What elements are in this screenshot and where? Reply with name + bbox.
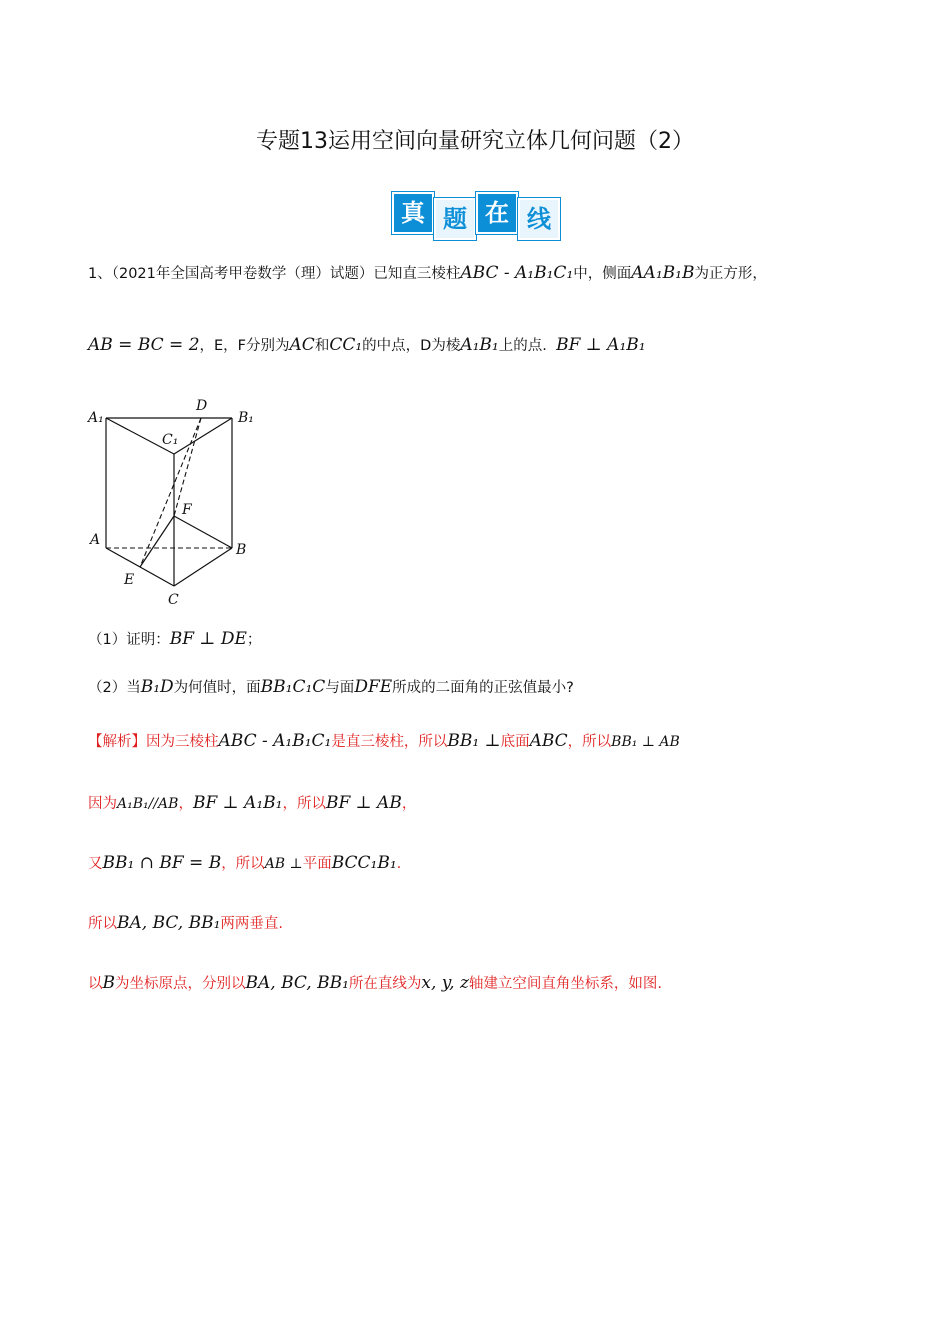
math-ab-bc: AB = BC = 2 bbox=[88, 335, 200, 355]
math: BB₁ ⊥ AB bbox=[611, 734, 680, 750]
label-b: B bbox=[236, 542, 247, 558]
math: AB ⊥ bbox=[264, 856, 303, 872]
question-line-1 bbox=[88, 262, 767, 283]
math: BCC₁B₁ bbox=[331, 853, 397, 873]
text: 所在直线为 bbox=[348, 976, 422, 992]
question-source: （2021年全国高考甲卷数学（理）试题）已知直三棱柱 bbox=[111, 266, 461, 282]
text: ，所以 bbox=[282, 796, 326, 812]
text: ， bbox=[178, 796, 193, 812]
math: A₁B₁//AB bbox=[117, 796, 179, 812]
math: BF ⊥ A₁B₁ bbox=[556, 335, 646, 355]
text: 因为 bbox=[88, 796, 117, 812]
math: A₁B₁ bbox=[460, 335, 499, 355]
math: B bbox=[102, 973, 115, 993]
segment-ef bbox=[140, 516, 174, 567]
label-a: A bbox=[90, 532, 101, 548]
label-e: E bbox=[124, 572, 135, 588]
text: 平面 bbox=[302, 856, 332, 872]
math: BB₁C₁C bbox=[260, 677, 326, 697]
math: BA, BC, BB₁ bbox=[245, 973, 349, 993]
question-line-2 bbox=[88, 334, 646, 355]
text: 为何值时，面 bbox=[173, 680, 261, 696]
page-title: 专题13运用空间向量研究立体几何问题（2） bbox=[256, 129, 694, 154]
banner-char-4: 线 bbox=[518, 198, 560, 240]
text: 又 bbox=[88, 856, 103, 872]
text: 为坐标原点，分别以 bbox=[115, 976, 246, 992]
text: 底面 bbox=[500, 734, 530, 750]
math: BF ⊥ DE bbox=[169, 629, 247, 649]
math-prism: ABC - A₁B₁C₁ bbox=[460, 263, 574, 283]
math: ABC - A₁B₁C₁ bbox=[218, 731, 332, 751]
solution-line-1 bbox=[88, 730, 680, 751]
math: BF ⊥ A₁B₁ bbox=[192, 793, 283, 813]
math: DFE bbox=[354, 677, 393, 697]
question-number: 1、 bbox=[88, 266, 112, 282]
edge-b1c1 bbox=[174, 418, 232, 454]
part-1 bbox=[88, 628, 261, 649]
text: 与面 bbox=[325, 680, 355, 696]
math-face: AA₁B₁B bbox=[631, 263, 695, 283]
math: BB₁ ⊥ bbox=[447, 731, 501, 751]
math: BA, BC, BB₁ bbox=[117, 913, 221, 933]
text: （1）证明： bbox=[88, 632, 170, 648]
segment-bf bbox=[174, 516, 232, 548]
text: 所成的二面角的正弦值最小? bbox=[392, 680, 574, 696]
label-d: D bbox=[196, 398, 208, 414]
text: . bbox=[396, 856, 402, 872]
math: x, y, z bbox=[421, 973, 469, 993]
text: 为正方形， bbox=[694, 266, 767, 282]
text: ，所以 bbox=[221, 856, 265, 872]
text: ，所以 bbox=[567, 734, 612, 750]
prism-figure bbox=[86, 392, 276, 617]
text: ； bbox=[246, 632, 262, 648]
section-banner bbox=[390, 188, 560, 240]
banner-char-2: 题 bbox=[434, 198, 476, 240]
text: 和 bbox=[314, 338, 330, 354]
text: 上的点. bbox=[498, 338, 547, 354]
banner-char-1: 真 bbox=[392, 192, 434, 234]
solution-line-3 bbox=[88, 852, 401, 873]
label-f: F bbox=[182, 502, 192, 518]
text: 是直三棱柱，所以 bbox=[331, 734, 448, 750]
text: 的中点，D为棱 bbox=[362, 338, 461, 354]
text: 中，侧面 bbox=[573, 266, 632, 282]
text: ，E，F分别为 bbox=[199, 338, 290, 354]
text: 以 bbox=[88, 976, 103, 992]
label-c: C bbox=[168, 592, 179, 608]
label-b1: B₁ bbox=[238, 410, 254, 426]
text: ， bbox=[401, 796, 417, 812]
label-a1: A₁ bbox=[88, 410, 104, 426]
solution-line-4 bbox=[88, 912, 283, 933]
math: ABC bbox=[529, 731, 568, 751]
solution-line-5 bbox=[88, 972, 662, 993]
text: （2）当 bbox=[88, 680, 141, 696]
text: 轴建立空间直角坐标系，如图. bbox=[468, 976, 663, 992]
text: 所以 bbox=[88, 916, 117, 932]
math: B₁D bbox=[140, 677, 174, 697]
math: BB₁ ∩ BF = B bbox=[102, 853, 222, 873]
part-2 bbox=[88, 676, 574, 697]
text: 【解析】因为三棱柱 bbox=[88, 734, 219, 750]
solution-line-2 bbox=[88, 792, 416, 813]
label-c1: C₁ bbox=[162, 432, 179, 448]
math: AC bbox=[289, 335, 315, 355]
banner-char-3: 在 bbox=[476, 192, 518, 234]
text: 两两垂直. bbox=[220, 916, 284, 932]
math: CC₁ bbox=[329, 335, 363, 355]
math: BF ⊥ AB bbox=[325, 793, 402, 813]
edge-bc bbox=[174, 548, 232, 586]
